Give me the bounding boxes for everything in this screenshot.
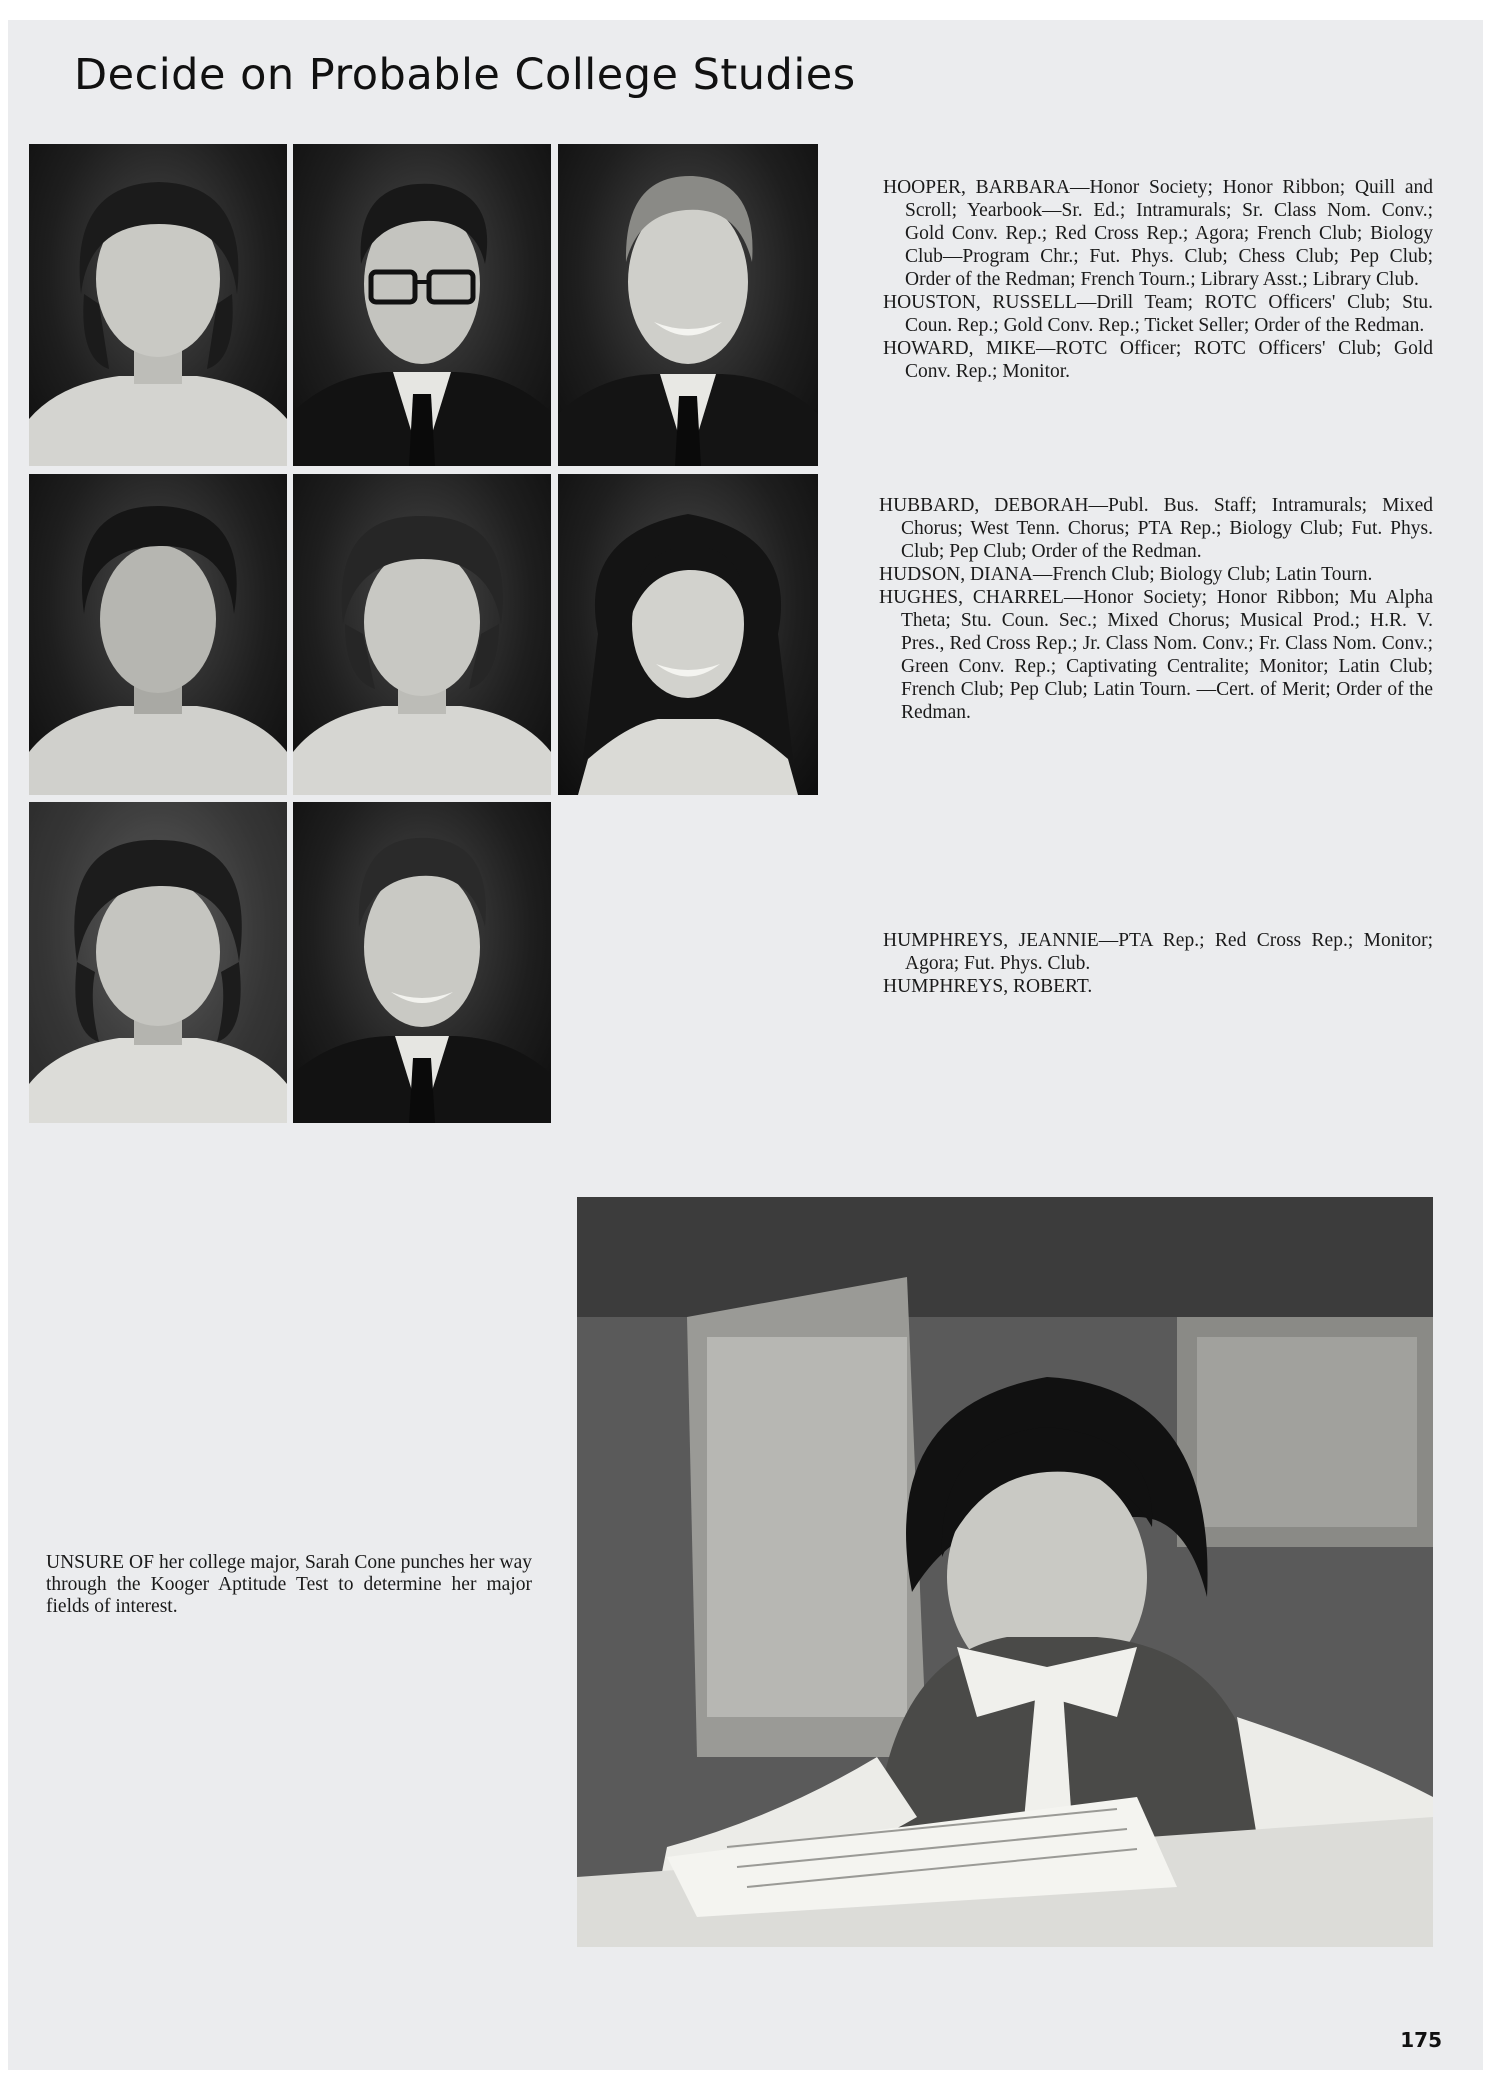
girl-long-hair-portrait-icon <box>558 474 818 795</box>
portrait-hooper-barbara <box>29 144 287 466</box>
bio-entry-humphreys-robert: HUMPHREYS, ROBERT. <box>883 976 1093 997</box>
portrait-hubbard-deborah <box>29 474 287 795</box>
girl-portrait-icon <box>29 144 287 466</box>
bio-entry-hooper-barbara: HOOPER, BARBARA—Honor Society; Honor Ribbon; Quill and Scroll; Yearbook—Sr. Ed.; Intramurals; Sr. Class Nom. Conv.; Gold Conv. Rep.; Red Cross Rep.; Agora; French Club; Biology Club—Program Chr.; Fut. Phys. Club; Chess Club; Pep Club; Order of the Redman; French Tourn.; Library Asst.; Library Club. <box>883 177 1433 290</box>
page-title: Decide on Probable College Studies <box>74 50 856 100</box>
candid-photo <box>577 1197 1433 1947</box>
portrait-humphreys-robert <box>293 802 551 1123</box>
portrait-hudson-diana <box>293 474 551 795</box>
portrait-humphreys-jeannie <box>29 802 287 1123</box>
bio-entry-howard-mike: HOWARD, MIKE—ROTC Officer; ROTC Officers' Club; Gold Conv. Rep.; Monitor. <box>883 338 1433 382</box>
bio-group-1 <box>883 176 1433 383</box>
bio-entry-humphreys-jeannie: HUMPHREYS, JEANNIE—PTA Rep.; Red Cross Rep.; Monitor; Agora; Fut. Phys. Club. <box>883 930 1433 974</box>
boy-portrait-icon <box>293 802 551 1123</box>
portrait-houston-russell <box>293 144 551 466</box>
bio-entry-hubbard-deborah: HUBBARD, DEBORAH—Publ. Bus. Staff; Intramurals; Mixed Chorus; West Tenn. Chorus; PTA Rep.; Biology Club; Fut. Phys. Club; Pep Club; Order of the Redman. <box>879 495 1433 562</box>
student-taking-test-photo-icon <box>577 1197 1433 1947</box>
boy-portrait-icon <box>558 144 818 466</box>
bio-entry-hughes-charrel: HUGHES, CHARREL—Honor Society; Honor Ribbon; Mu Alpha Theta; Stu. Coun. Sec.; Mixed Chorus; Musical Prod.; H.R. V. Pres., Red Cross Rep.; Jr. Class Nom. Conv.; Fr. Class Nom. Conv.; Green Conv. Rep.; Captivating Centralite; Monitor; Latin Club; French Club; Pep Club; Latin Tourn. —Cert. of Merit; Order of the Redman. <box>879 587 1433 723</box>
page-number: 175 <box>1400 2028 1442 2052</box>
girl-portrait-icon <box>29 802 287 1123</box>
bio-group-3 <box>883 929 1433 998</box>
girl-portrait-icon <box>29 474 287 795</box>
boy-glasses-portrait-icon <box>293 144 551 466</box>
bio-entry-hudson-diana: HUDSON, DIANA—French Club; Biology Club; Latin Tourn. <box>879 564 1373 585</box>
bio-group-2 <box>879 494 1433 724</box>
photo-caption: UNSURE OF her college major, Sarah Cone punches her way through the Kooger Aptitude Test to determine her major fields of interest. <box>46 1552 532 1617</box>
portrait-howard-mike <box>558 144 818 466</box>
portrait-hughes-charrel <box>558 474 818 795</box>
girl-portrait-icon <box>293 474 551 795</box>
bio-entry-houston-russell: HOUSTON, RUSSELL—Drill Team; ROTC Officers' Club; Stu. Coun. Rep.; Gold Conv. Rep.; Ticket Seller; Order of the Redman. <box>883 292 1433 336</box>
